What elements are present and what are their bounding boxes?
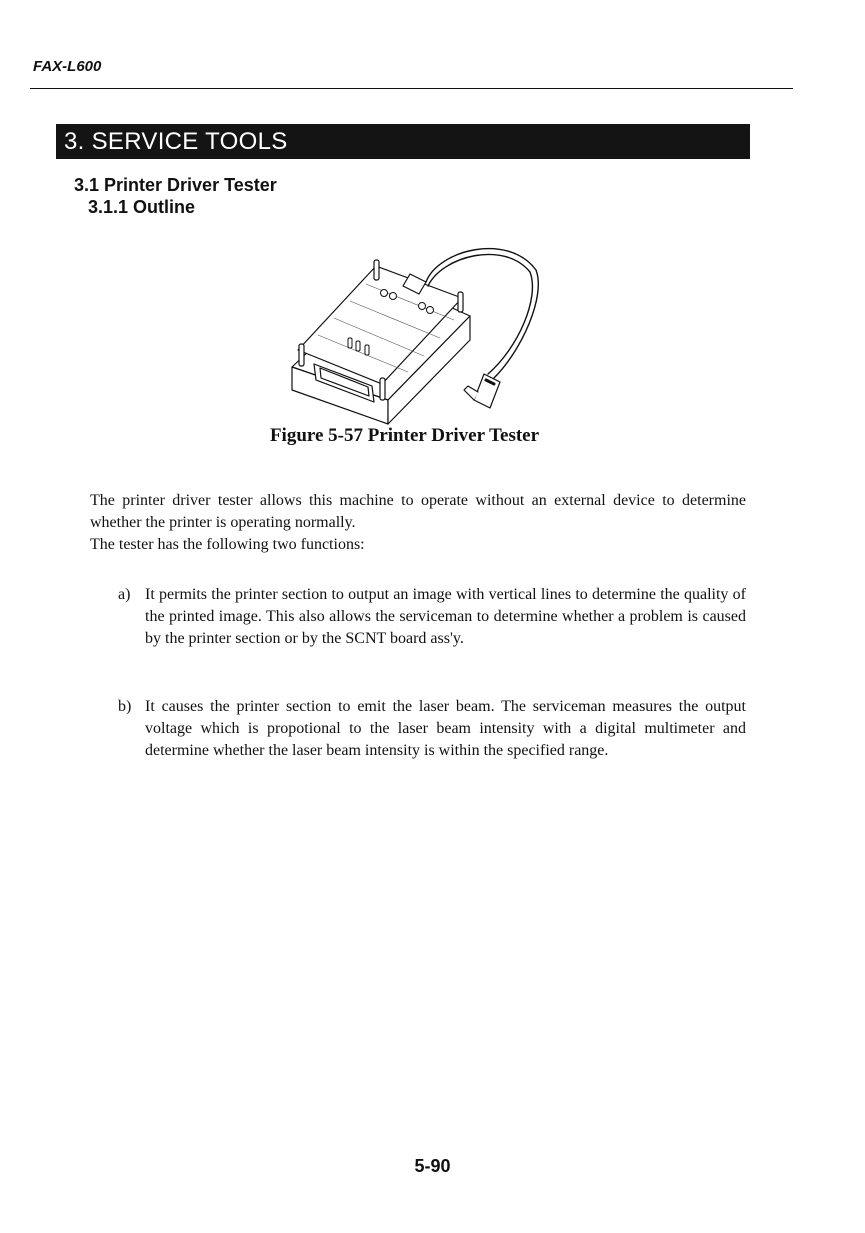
intro-paragraph [90, 490, 746, 556]
function-item [118, 696, 746, 762]
figure-caption-text: Figure 5-57 Printer Driver Tester [269, 425, 540, 446]
function-text: It causes the printer section to emit the laser beam. The serviceman measures the output voltage which is propotional to the laser beam intensity with a digital multimeter and determine whether the laser beam intensity is within the specified range. [145, 698, 746, 759]
printer-driver-tester-illustration [278, 232, 548, 428]
function-text: It permits the printer section to output an image with vertical lines to determine the quality of the printed image. This also allows the serviceman to determine whether a problem is caused by the printer section or by the SCNT board ass'y. [145, 586, 746, 647]
function-item [118, 584, 746, 650]
intro-functions-lead: The tester has the following two functions: [90, 536, 365, 553]
running-header: FAX-L600 [33, 58, 102, 75]
function-marker: a) [118, 586, 131, 603]
chapter-title: 3. SERVICE TOOLS [56, 124, 750, 159]
page-number: 5-90 [414, 1156, 451, 1176]
header-rule [30, 88, 793, 89]
function-marker: b) [118, 698, 132, 715]
intro-text: The printer driver tester allows this machine to operate without an external device to determine whether the printer is operating normally. [90, 492, 746, 531]
figure-caption [0, 425, 865, 447]
section-title: 3.1 Printer Driver Tester [74, 175, 277, 195]
subsection-title: 3.1.1 Outline [88, 197, 196, 217]
